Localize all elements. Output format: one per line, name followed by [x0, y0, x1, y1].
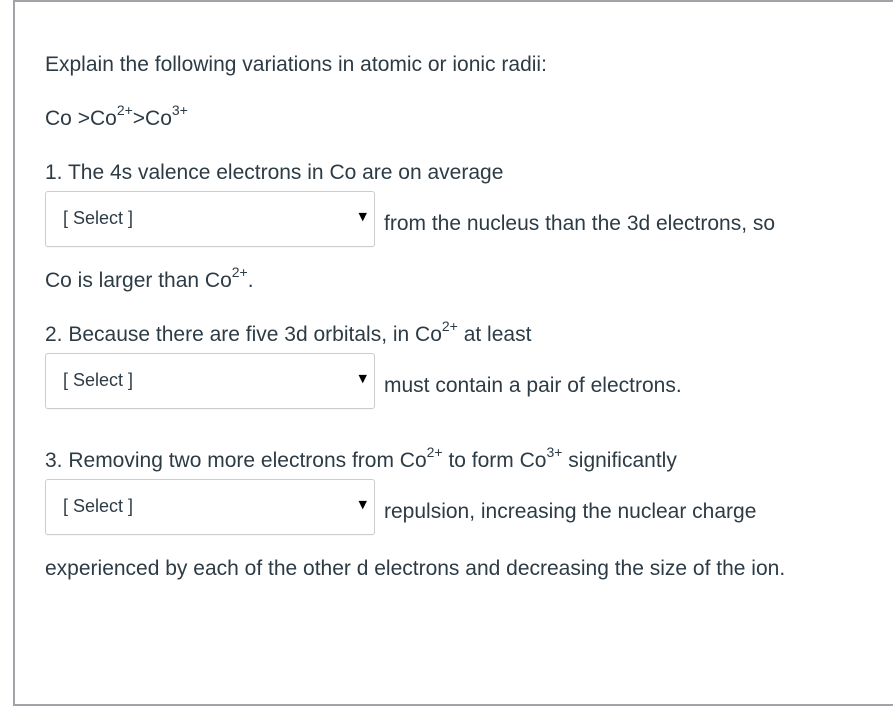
- part2-select[interactable]: [45, 353, 375, 409]
- question-prompt: Explain the following variations in atomic or ionic radii:: [45, 53, 547, 76]
- part1-lead: 1. The 4s valence electrons in Co are on average: [45, 161, 504, 184]
- part3-lead-charge1: 2+: [426, 444, 443, 460]
- co3-charge: 3+: [171, 102, 188, 118]
- part1-select-label: [ Select ]: [63, 208, 134, 228]
- part1-tail: [45, 264, 254, 295]
- part3-select[interactable]: [45, 479, 375, 535]
- part1-select[interactable]: [45, 191, 375, 247]
- part3-lead-mid: to form Co: [442, 449, 547, 472]
- part3-tail: experienced by each of the other d electrons and decreasing the size of the ion.: [45, 557, 786, 580]
- chevron-down-icon: ▼: [358, 372, 367, 385]
- part3-lead: [45, 444, 677, 475]
- part2-lead-text: 2. Because there are five 3d orbitals, in Co: [45, 323, 442, 346]
- chevron-down-icon: ▼: [358, 498, 367, 511]
- co-atom: Co: [45, 107, 72, 130]
- part1-tail-period: .: [247, 269, 254, 292]
- co2-charge: 2+: [116, 102, 133, 118]
- radii-series: [45, 102, 188, 133]
- part3-lead-text: 3. Removing two more electrons from Co: [45, 449, 427, 472]
- chevron-down-icon: ▼: [358, 210, 367, 223]
- part2-lead-end: at least: [457, 323, 532, 346]
- part2-after-select: must contain a pair of electrons.: [384, 374, 682, 397]
- part2-select-label: [ Select ]: [63, 370, 134, 390]
- part3-select-label: [ Select ]: [63, 496, 134, 516]
- part2-lead-charge: 2+: [441, 318, 458, 334]
- part1-tail-text: Co is larger than Co: [45, 269, 232, 292]
- part2-lead: [45, 318, 532, 349]
- part3-lead-charge2: 3+: [546, 444, 563, 460]
- part1-tail-charge: 2+: [231, 264, 248, 280]
- co3-label: >Co: [132, 107, 172, 130]
- part3-after-select: repulsion, increasing the nuclear charge: [384, 500, 757, 523]
- part1-after-select: from the nucleus than the 3d electrons, so: [384, 212, 776, 235]
- part3-lead-end: significantly: [562, 449, 677, 472]
- co2-label: >Co: [71, 107, 117, 130]
